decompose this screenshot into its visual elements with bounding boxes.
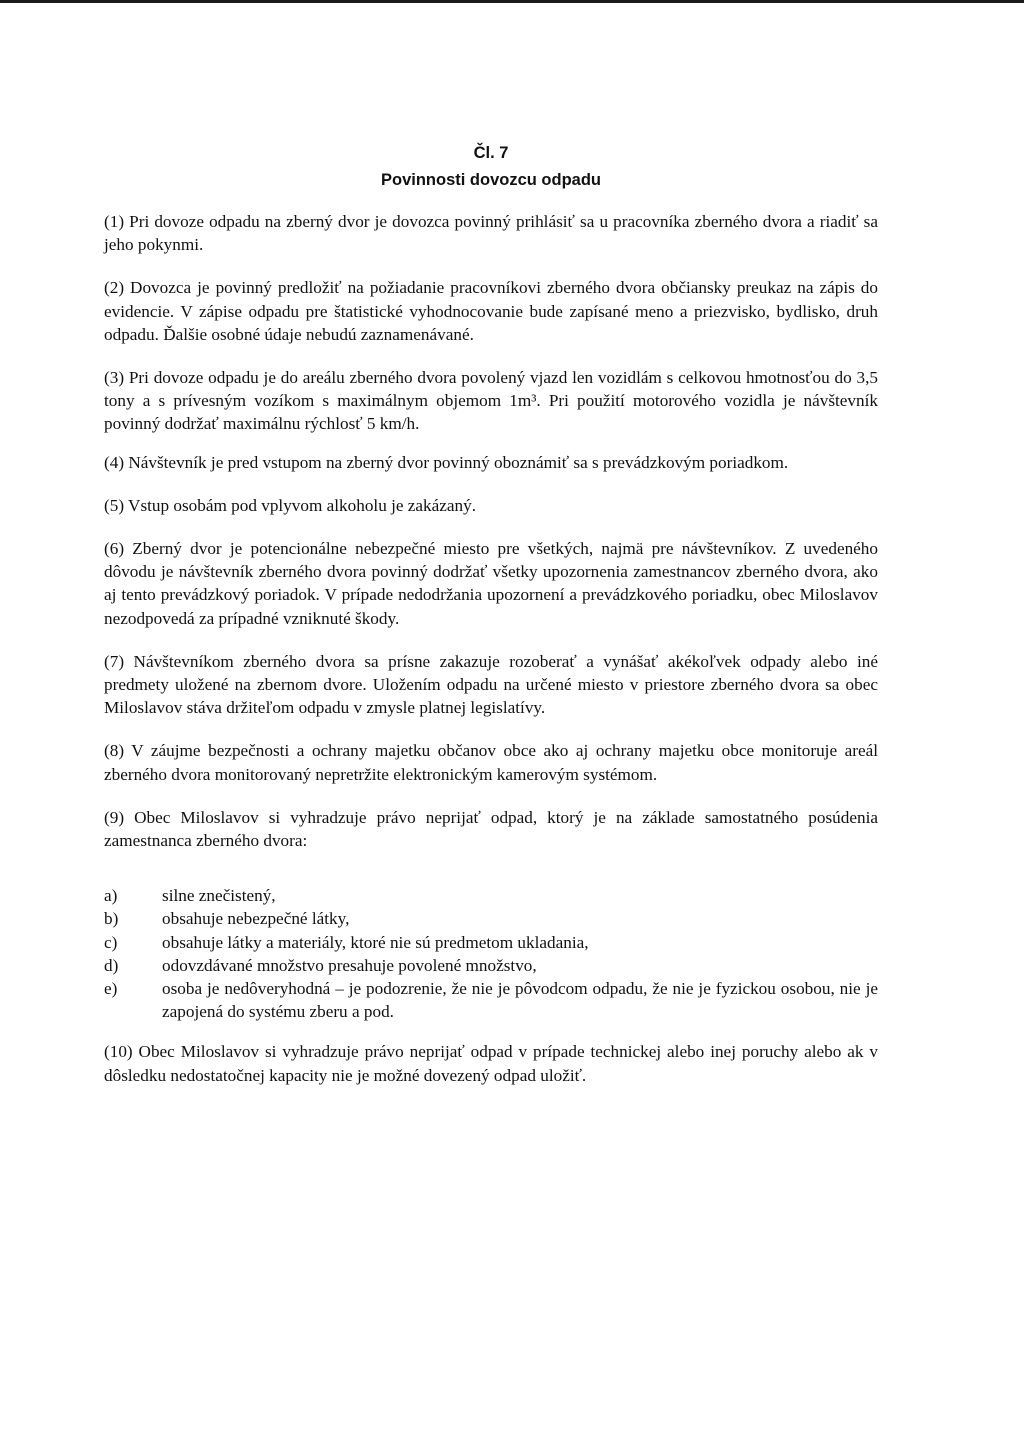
list-marker: b) [104, 909, 119, 929]
list-text: obsahuje nebezpečné látky, [162, 909, 350, 929]
paragraph-3: (3) Pri dovoze odpadu je do areálu zberného dvora povolený vjazd len vozidlám s celkovou hmotnosťou do 3,5 tony a s prívesným vozíkom s maximálnym objemom 1m³. Pri použití motorového vozidla je návštevník povinný dodržať maximálnu rýchlosť 5 km/h. [104, 368, 878, 434]
list-marker: d) [104, 955, 119, 975]
article-heading [104, 140, 878, 194]
list-text: osoba je nedôveryhodná – je podozrenie, že nie je pôvodcom odpadu, že nie je fyzickou osobou, nie je zapojená do systému zberu a pod. [162, 979, 878, 1022]
scan-top-edge [0, 0, 1024, 3]
paragraph-6: (6) Zberný dvor je potencionálne nebezpečné miesto pre všetkých, najmä pre návštevníkov. Z uvedeného dôvodu je návštevník zberného dvora povinný dodržať všetky upozornenia zamestnancov zberného dvora, ako aj tento prevádzkový poriadok. V prípade nedodržania upozornení a prevádzkového poriadku, obec Miloslavov nezodpovedá za prípadné vzniknuté škody. [104, 539, 878, 628]
paragraph-5: (5) Vstup osobám pod vplyvom alkoholu je zakázaný. [104, 495, 477, 515]
article-number: Čl. 7 [473, 144, 509, 162]
paragraph-4: (4) Návštevník je pred vstupom na zberný dvor povinný oboznámiť sa s prevádzkovým poriadkom. [104, 452, 789, 472]
paragraph-1: (1) Pri dovoze odpadu na zberný dvor je dovozca povinný prihlásiť sa u pracovníka zberného dvora a riadiť sa jeho pokynmi. [104, 212, 878, 255]
paragraph-10: (10) Obec Miloslavov si vyhradzuje právo neprijať odpad v prípade technickej alebo inej poruchy alebo ak v dôsledku nedostatočnej kapacity nie je možné dovezený odpad uložiť. [104, 1042, 878, 1085]
list-text: obsahuje látky a materiály, ktoré nie sú predmetom ukladania, [162, 932, 589, 952]
list-text: odovzdávané množstvo presahuje povolené množstvo, [162, 955, 537, 975]
list-marker: a) [104, 886, 118, 906]
list-item [104, 977, 878, 1023]
list-marker: e) [104, 979, 118, 999]
refusal-reasons-list [104, 884, 878, 1023]
list-item [104, 931, 878, 954]
paragraph-9: (9) Obec Miloslavov si vyhradzuje právo neprijať odpad, ktorý je na základe samostatného posúdenia zamestnanca zberného dvora: [104, 807, 878, 851]
list-text: silne znečistený, [162, 886, 276, 906]
paragraph-2: (2) Dovozca je povinný predložiť na požiadanie pracovníkovi zberného dvora občiansky preukaz na zápis do evidencie. V zápise odpadu pre štatistické vyhodnocovanie bude zapísané meno a priezvisko, bydlisko, druh odpadu. Ďalšie osobné údaje nebudú zaznamenávané. [104, 278, 878, 344]
document-page [104, 140, 878, 1107]
list-marker: c) [104, 932, 118, 952]
list-item [104, 884, 878, 907]
paragraph-7: (7) Návštevníkom zberného dvora sa prísne zakazuje rozoberať a vynášať akékoľvek odpady alebo iné predmety uložené na zbernom dvore. Uložením odpadu na určené miesto v priestore zberného dvora sa obec Miloslavov stáva držiteľom odpadu v zmysle platnej legislatívy. [104, 651, 878, 718]
article-title: Povinnosti dovozcu odpadu [381, 171, 601, 189]
paragraph-8: (8) V záujme bezpečnosti a ochrany majetku občanov obce ako aj ochrany majetku obce monitoruje areál zberného dvora monitorovaný nepretržite elektronickým kamerovým systémom. [104, 741, 878, 784]
list-item [104, 907, 878, 930]
list-item [104, 954, 878, 977]
